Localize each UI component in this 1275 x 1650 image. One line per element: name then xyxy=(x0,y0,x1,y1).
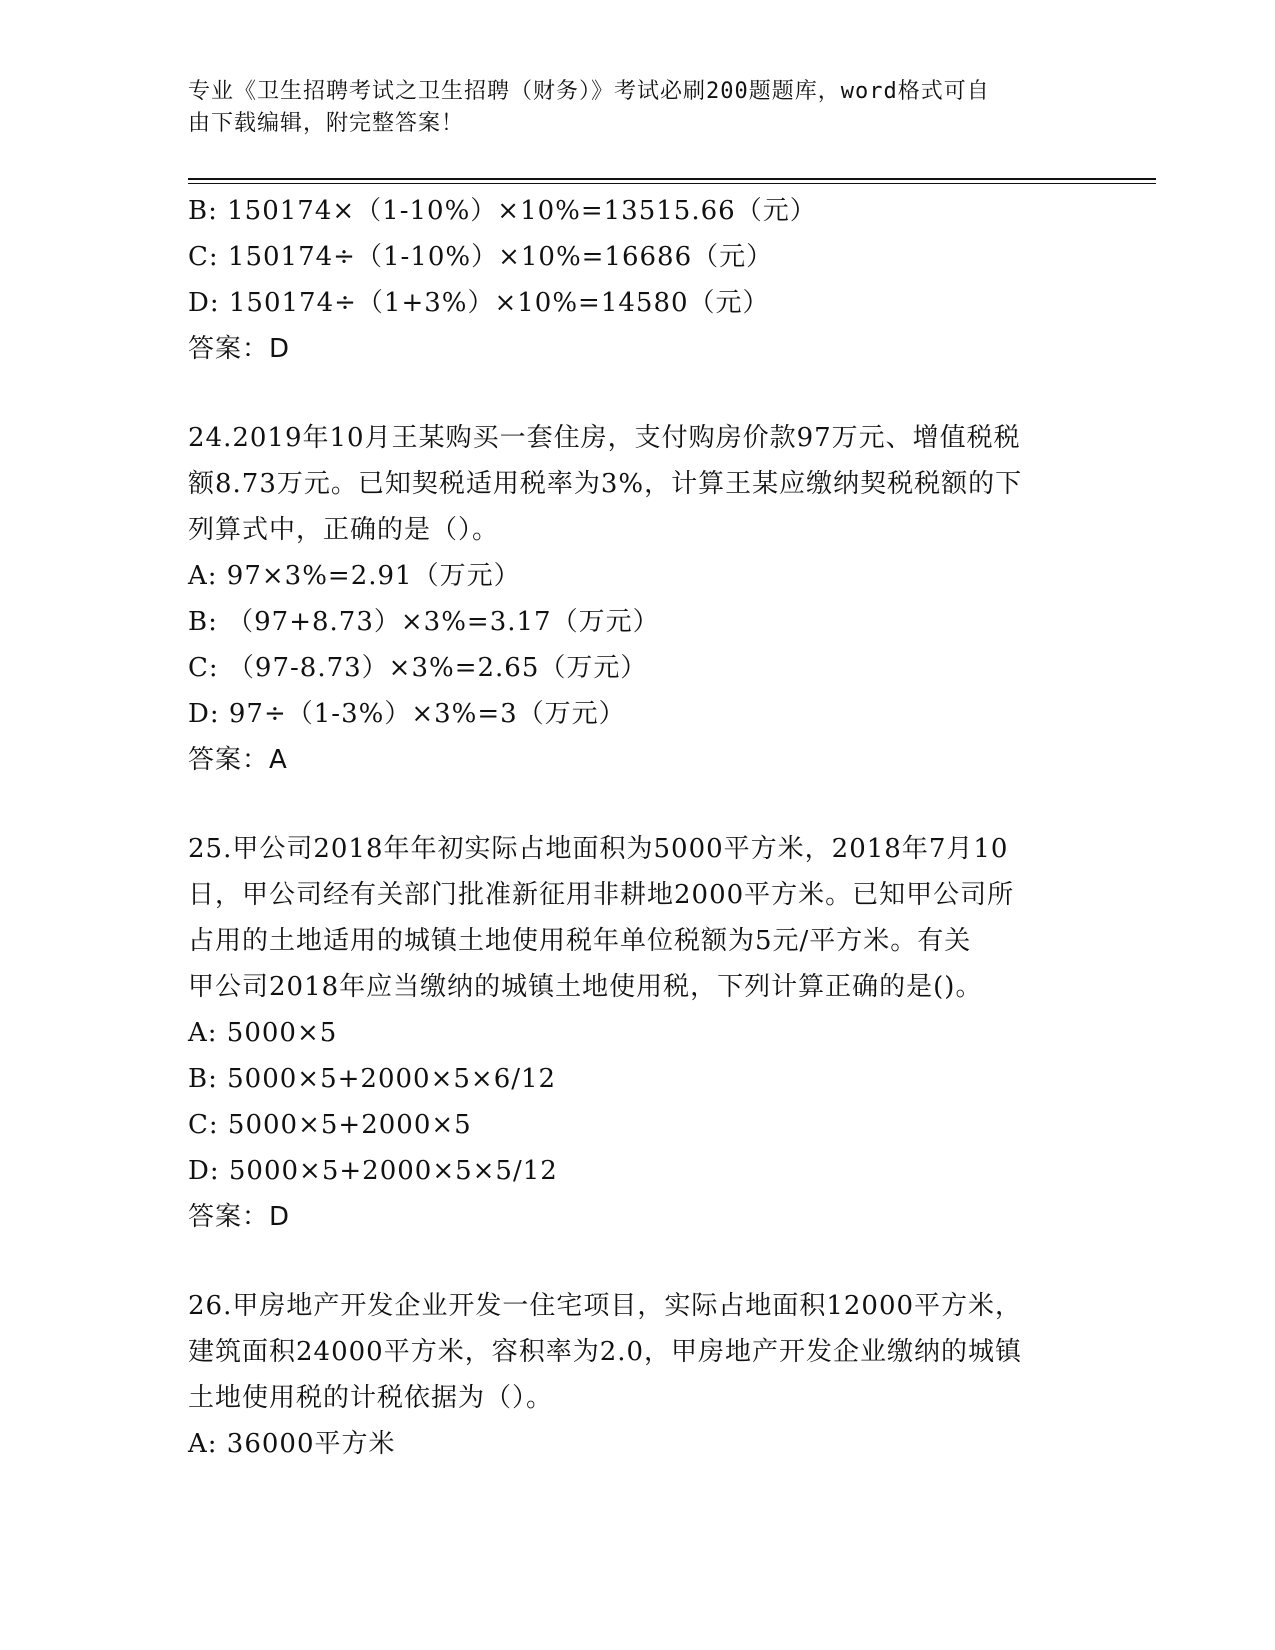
option-d: D: 150174÷（1+3%）×10%=14580（元） xyxy=(188,288,770,318)
question-26 xyxy=(188,1283,1088,1467)
document-body xyxy=(188,188,1088,1467)
header-title-line-2: 由下载编辑，附完整答案！ xyxy=(188,111,465,136)
option-a: A: 36000平方米 xyxy=(188,1429,396,1459)
header-divider-thin xyxy=(188,183,1156,184)
header-title-line-1: 专业《卫生招聘考试之卫生招聘（财务）》考试必刷200题题库，word格式可自 xyxy=(188,79,990,104)
option-c: C: 5000×5+2000×5 xyxy=(188,1110,472,1140)
page-header xyxy=(188,76,1068,140)
question-stem-line: 建筑面积24000平方米，容积率为2.0，甲房地产开发企业缴纳的城镇 xyxy=(188,1337,1023,1367)
question-stem-line: 25.甲公司2018年年初实际占地面积为5000平方米，2018年7月10 xyxy=(188,834,1009,864)
option-b: B: 5000×5+2000×5×6/12 xyxy=(188,1064,557,1094)
answer: 答案：D xyxy=(188,1202,291,1232)
option-b: B: 150174×（1-10%）×10%=13515.66（元） xyxy=(188,196,817,226)
question-stem-line: 甲公司2018年应当缴纳的城镇土地使用税，下列计算正确的是()。 xyxy=(188,972,983,1002)
spacer xyxy=(188,372,1088,415)
question-25 xyxy=(188,826,1088,1240)
question-23-continued xyxy=(188,188,1088,372)
option-a: A: 97×3%=2.91（万元） xyxy=(188,561,521,591)
question-24 xyxy=(188,415,1088,783)
answer: 答案：A xyxy=(188,745,288,775)
option-c: C: 150174÷（1-10%）×10%=16686（元） xyxy=(188,242,774,272)
spacer xyxy=(188,783,1088,826)
header-divider-thick xyxy=(188,178,1156,180)
question-stem-line: 26.甲房地产开发企业开发一住宅项目，实际占地面积12000平方米， xyxy=(188,1291,1023,1321)
spacer xyxy=(188,1240,1088,1283)
question-stem-line: 土地使用税的计税依据为（）。 xyxy=(188,1383,554,1413)
question-stem-line: 24.2019年10月王某购买一套住房，支付购房价款97万元、增值税税 xyxy=(188,423,1021,453)
question-stem-line: 占用的土地适用的城镇土地使用税年单位税额为5元/平方米。有关 xyxy=(188,926,972,956)
option-b: B: （97+8.73）×3%=3.17（万元） xyxy=(188,607,660,637)
option-d: D: 5000×5+2000×5×5/12 xyxy=(188,1156,558,1186)
question-stem-line: 列算式中，正确的是（）。 xyxy=(188,515,500,545)
question-stem-line: 日，甲公司经有关部门批准新征用非耕地2000平方米。已知甲公司所 xyxy=(188,880,1015,910)
option-c: C: （97-8.73）×3%=2.65（万元） xyxy=(188,653,648,683)
question-stem-line: 额8.73万元。已知契税适用税率为3%，计算王某应缴纳契税税额的下 xyxy=(188,469,1023,499)
option-a: A: 5000×5 xyxy=(188,1018,338,1048)
option-d: D: 97÷（1-3%）×3%=3（万元） xyxy=(188,699,626,729)
answer: 答案：D xyxy=(188,334,291,364)
